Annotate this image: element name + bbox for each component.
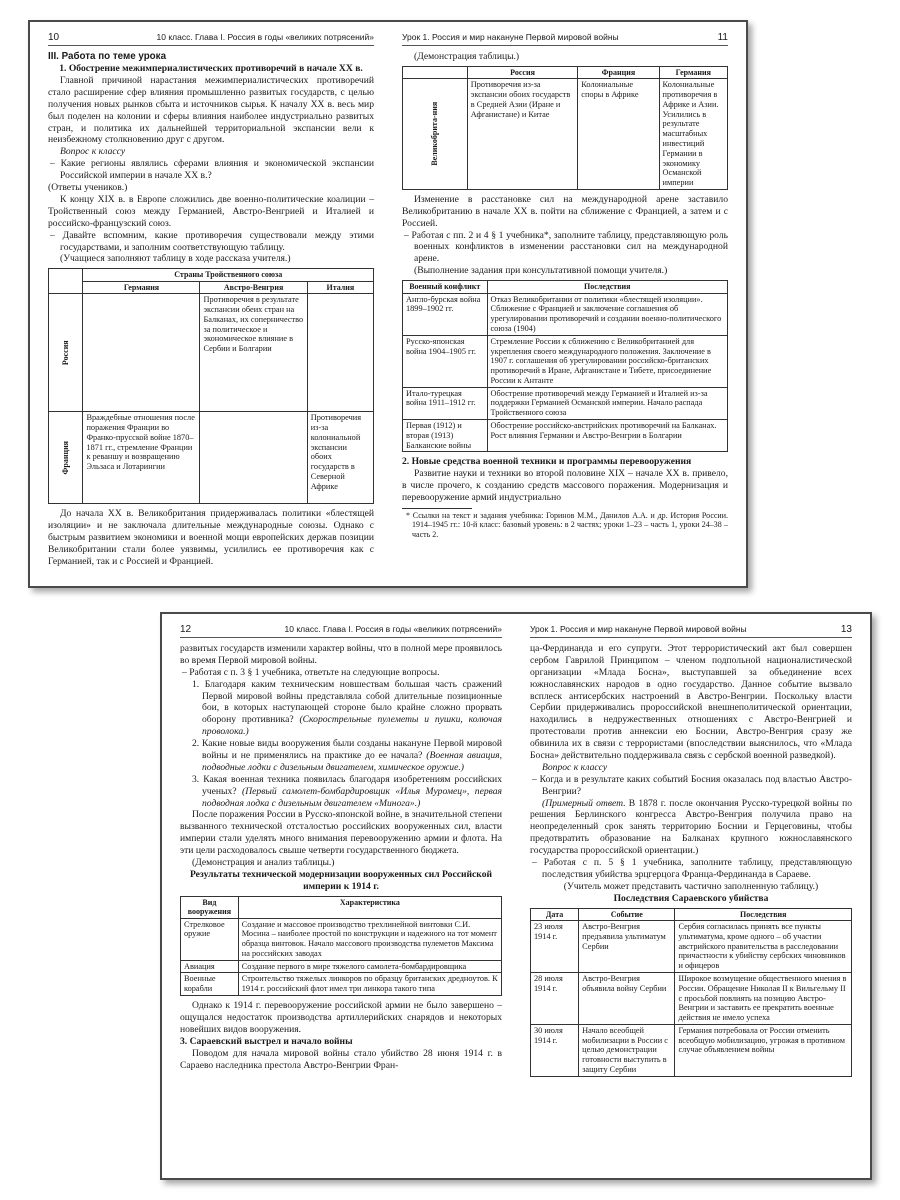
row-label: Россия [61,340,71,366]
header-title: 10 класс. Глава I. Россия в годы «великих потрясений» [284,624,502,634]
table-row [49,294,374,412]
table-row [181,973,502,996]
table-cell: Авиация [181,960,239,973]
table-cell: 28 июля 1914 г. [531,972,579,1024]
table-cell: Враждебные отношения после поражения Франции во Франко-прусской войне 1870–1871 гг., стремление Франции к реваншу и возвращению Эльзаса и Лотарингии [83,412,200,504]
column-header: Россия [467,66,578,78]
column-header: Дата [531,908,579,920]
page-10 [30,22,388,586]
book-spread-2 [160,612,872,1180]
row-label: Великобрита-ния [430,102,440,167]
column-header: Австро-Венгрия [200,281,307,293]
paragraph: Развитие науки и техники во второй половине XIX – начале XX в. привело, в числе прочего, к созданию средств массового поражения. Модернизация и перевооружение армий индустриально [402,468,728,503]
paragraph: Однако к 1914 г. перевооружение российской армии не было завершено – ощущался недостаток производства артиллерийских снарядов и некоторых новейших видов вооружения. [180,1000,502,1035]
task-note: (Учащиеся заполняют таблицу в ходе рассказа учителя.) [60,253,291,265]
table-row [403,387,728,419]
table-cell: Колониальные противоречия в Африке и Азии. Усилились в результате масштабных инвестиций Германии в экономику Османской империи [659,79,727,190]
table-cell: Англо-бурская война 1899–1902 гг. [403,293,488,335]
column-header: Франция [578,66,659,78]
book-spread-1 [28,20,748,588]
page-body [530,643,852,1077]
paragraph: Главной причиной нарастания межимпериалистических противоречий стало расширение сфер влияния промышленно развитых государств, с целью получения новых рынков сбыта и источников сырья. К началу XX в. весь мир был поделен на колонии и сферы влияния наиболее индустриально развитых стран, и политика их дальнейшей территориальной экспансии вели к неизбежному столкновению друг с другом. [48,75,374,146]
column-header: Последствия [487,281,728,293]
table-row [403,335,728,387]
column-header: Последствия [675,908,852,920]
paragraph: После поражения России в Русско-японской войне, в значительной степени вызванного технической отсталостью российских вооруженных сил, власти империи стали уделять много внимания перевооружению армии и флота. На эти цели расходовалось свыше четверти государственного бюджета. [180,809,502,857]
table-row [403,79,728,190]
paragraph: развитых государств изменили характер войны, что в полной мере проявилось во время Первой мировой войны. [180,643,502,666]
table-cell: Обострение российско-австрийских противоречий на Балканах. Рост влияния Германии и Австро-Венгрии в Болгарии [487,419,728,451]
table-cell: Сербия согласилась принять все пункты ультиматума, кроме одного – об участии австрийского правительства в расследовании причастности к убийству сербских чиновников и офицеров [675,921,852,973]
table-row [531,921,852,973]
table-row [181,960,502,973]
military-conflicts-table [402,280,728,452]
subsection-title: 3. Сараевский выстрел и начало войны [180,1035,353,1047]
answer: (Примерный ответ. В 1878 г. после окончания Русско-турецкой войны по решения Берлинского конгресса Австро-Венгрия получила право на неопределенный срок занять территорию Боснии и Герцеговины, чтобы предотвратить образование на Балканах крупного южнославянского государства пророссийской ориентации.) [530,797,852,857]
footnote: * Ссылки на текст и задания учебника: Горинов М.М., Данилов А.А. и др. История России. 1914–1945 гг.: 10-й класс: базовый уровень: в 2 частях; уроки 1–23 – часть 1, уроки 24–38 – часть 2. [406,510,728,540]
table-row [531,1024,852,1076]
table-cell: Строительство тяжелых линкоров по образцу британских дредноутов. К 1914 г. российский флот имел три линкора такого типа [238,973,501,996]
task: – Работая с пп. 2 и 4 § 1 учебника*, заполните таблицу, представляющую роль военных конфликтов в изменении расстановки сил на международной арене. [404,229,728,265]
column-header: Германия [83,281,200,293]
subsection-title: 2. Новые средства военной техники и программы перевооружения [402,456,692,468]
paragraph: Поводом для начала мировой войны стало убийство 28 июня 1914 г. в Сараево наследника престола Австро-Венгрии Фран- [180,1047,502,1071]
header-title: Урок 1. Россия и мир накануне Первой мировой войны [402,32,619,42]
task-note: (Учитель может представить частично заполненную таблицу.) [563,880,819,892]
page-number: 12 [180,624,192,635]
column-header: Событие [579,908,675,920]
row-label: Франция [61,440,71,475]
table-cell: Австро-Венгрия объявила войну Сербии [579,972,675,1024]
task: – Давайте вспомним, какие противоречия существовали между этими государствами, и заполним соответствующую таблицу. [50,229,374,253]
page-body [48,51,374,568]
question-label: Вопрос к классу [542,761,608,773]
table-cell: Создание и массовое производство трехлинейной винтовки С.И. Мосина – наиболее простой по конструкции и надежного на тот момент образца винтовок. Начало массового производства пулеметов Максима на российских заводах [238,918,501,960]
table-cell [307,294,373,412]
table-cell: Военные корабли [181,973,239,996]
column-header: Характеристика [238,896,501,918]
paragraph: К концу XIX в. в Европе сложились две военно-политические коалиции – Тройственный союз между Германией, Австро-Венгрией и Италией и российско-французский союз. [48,193,374,229]
table-cell: Русско-японская война 1904–1905 гг. [403,335,488,387]
page-body [180,643,502,1071]
britain-table [402,66,728,190]
table-cell: Колониальные споры в Африке [578,79,659,190]
task-note: (Демонстрация таблицы.) [414,51,520,62]
table-cell: Противоречия из-за экспансии обоих государств в Средней Азии (Иране и Афганистане) и Китае [467,79,578,190]
table-cell: Германия потребовала от России отменить всеобщую мобилизацию, угрожая в противном случае объявлением войны [675,1024,852,1076]
header-title: 10 класс. Глава I. Россия в годы «великих потрясений» [156,32,374,42]
paragraph: До начала XX в. Великобритания придерживалась политики «блестящей изоляции» и не заключала длительные международные союзы. Однако с быстрым развитием экономики и военной мощи европейских держав позиции Великобритании стали более уязвимы, усилились ее противоречия как с Германией, так и с Россией и Францией. [48,508,374,567]
table-cell: Итало-турецкая война 1911–1912 гг. [403,387,488,419]
task-note: (Выполнение задания при консультативной помощи учителя.) [414,265,668,277]
table-row [403,419,728,451]
page-12 [162,614,516,1178]
table-caption: Последствия Сараевского убийства [613,892,769,904]
page-number: 13 [840,624,852,635]
table-caption: Результаты технической модернизации вооруженных сил Российской империи к 1914 г. [189,868,493,892]
column-header: Германия [659,66,727,78]
column-header: Италия [307,281,373,293]
running-header [48,32,374,46]
running-header [180,624,502,638]
table-caption: Страны Тройственного союза [83,269,374,281]
page-number: 10 [48,32,60,43]
paragraph: ца-Фердинанда и его супруги. Этот террористический акт был совершен сербом Гаврилой Принципом – членом подпольной националистической организации «Млада Босна», выступавшей за объединение всех южнославянских народов в одно государство. Данное событие вызвало всплеск антисербских настроений в Австро-Венгрии. Поскольку власти Сербии придерживались пророссийской внешнеполитической ориентации, находились в недружественных отношениях с Австро-Венгрией и протестовали против аннексии ею Боснии, Австро-Венгрия сразу же обвинила их в связи с террористами (впоследствии выяснилось, что «Млада Босна» действительно поддерживала связь с сербской военной разведкой). [530,643,852,762]
column-header: Военный конфликт [403,281,488,293]
page-13 [516,614,870,1178]
table-cell: Начало всеобщей мобилизации в России с целью демонстрации готовности выступить в защиту Сербии [579,1024,675,1076]
page-body [402,51,728,540]
table-row [49,412,374,504]
table-cell: Австро-Венгрия предъявила ультиматум Сербии [579,921,675,973]
task-note: (Демонстрация и анализ таблицы.) [192,857,335,869]
table-cell: Широкое возмущение общественного мнения в России. Обращение Николая II к Вильгельму II с просьбой повлиять на позицию Австро-Венгрии и заставить ее прекратить военные действия не имело успеха [675,972,852,1024]
table-cell: 30 июля 1914 г. [531,1024,579,1076]
answer-note: (Ответы учеников.) [48,182,128,194]
column-header: Вид вооружения [181,896,239,918]
paragraph: Изменение в расстановке сил на международной арене заставило Великобританию в начале XX в. пойти на сближение с Францией, а затем и с Россией. [402,193,728,229]
numbered-question: 1. Благодаря каким техническим новшествам большая часть сражений Первой мировой войны представляла собой длительные позиционные бои, в которых наступающей стороне было крайне сложно прорвать оборону противника? (Скорострельные пулеметы и пушки, колючая проволока.) [192,678,502,738]
table-cell: 23 июля 1914 г. [531,921,579,973]
table-cell: Противоречия из-за колониальной экспансии обоих государств в Северной Африке [307,412,373,504]
question: – Какие регионы являлись сферами влияния и экономической экспансии Российской империи в начале XX в.? [50,158,374,182]
sarajevo-table [530,908,852,1077]
footnote-rule [402,508,472,509]
table-cell: Создание первого в мире тяжелого самолета-бомбардировщика [238,960,501,973]
table-cell: Противоречия в результате экспансии обеих стран на Балканах, их соперничество за политическое и экономическое влияние в Сербии и Болгарии [200,294,307,412]
task: – Работая с п. 3 § 1 учебника, ответьте на следующие вопросы. [182,666,440,678]
table-row [531,972,852,1024]
triple-alliance-table [48,268,374,504]
table-cell [83,294,200,412]
question: – Когда и в результате каких событий Босния оказалась под властью Австро-Венгрии? [532,773,852,797]
task: – Работая с п. 5 § 1 учебника, заполните таблицу, представляющую последствия убийства эрцгерцога Франца-Фердинанда в Сараеве. [532,857,852,880]
table-cell: Первая (1912) и вторая (1913) Балканские войны [403,419,488,451]
table-cell [200,412,307,504]
numbered-question: 3. Какая военная техника появилась благодаря изобретениям российских ученых? (Первый самолет-бомбардировщик «Илья Муромец», первая подводная лодка с дизельным двигателем «Минога».) [192,773,502,809]
header-title: Урок 1. Россия и мир накануне Первой мировой войны [530,624,747,634]
table-cell: Стремление России к сближению с Великобританией для укрепления своего международного положения. Заключение в 1907 г. соглашения об урегулировании российско-британских противоречий в Иране, Афганистане и Тибете, присоединение России к Антанте [487,335,728,387]
running-header [402,32,728,46]
table-cell: Стрелковое оружие [181,918,239,960]
page-number: 11 [717,32,728,43]
table-cell: Обострение противоречий между Германией и Италией из-за поддержки Германией Османской империи. Начало распада Тройственного союза [487,387,728,419]
question-label: Вопрос к классу [60,146,126,158]
subsection-title: 1. Обострение межимпериалистических противоречий в начале XX в. [59,63,363,75]
table-row [403,293,728,335]
section-title: III. Работа по теме урока [48,51,167,62]
numbered-question: 2. Какие новые виды вооружения были созданы накануне Первой мировой войны и не применялись на практике до ее начала? (Военная авиация, подводные лодки с дизельным двигателем, химическое оружие.) [192,738,503,773]
table-row [181,918,502,960]
running-header [530,624,852,638]
modernization-table [180,896,502,996]
table-cell: Отказ Великобритании от политики «блестящей изоляции». Сближение с Францией и заключение соглашения об урегулировании противоречий и создании военно-политического союза (1904) [487,293,728,335]
page-11 [388,22,746,586]
